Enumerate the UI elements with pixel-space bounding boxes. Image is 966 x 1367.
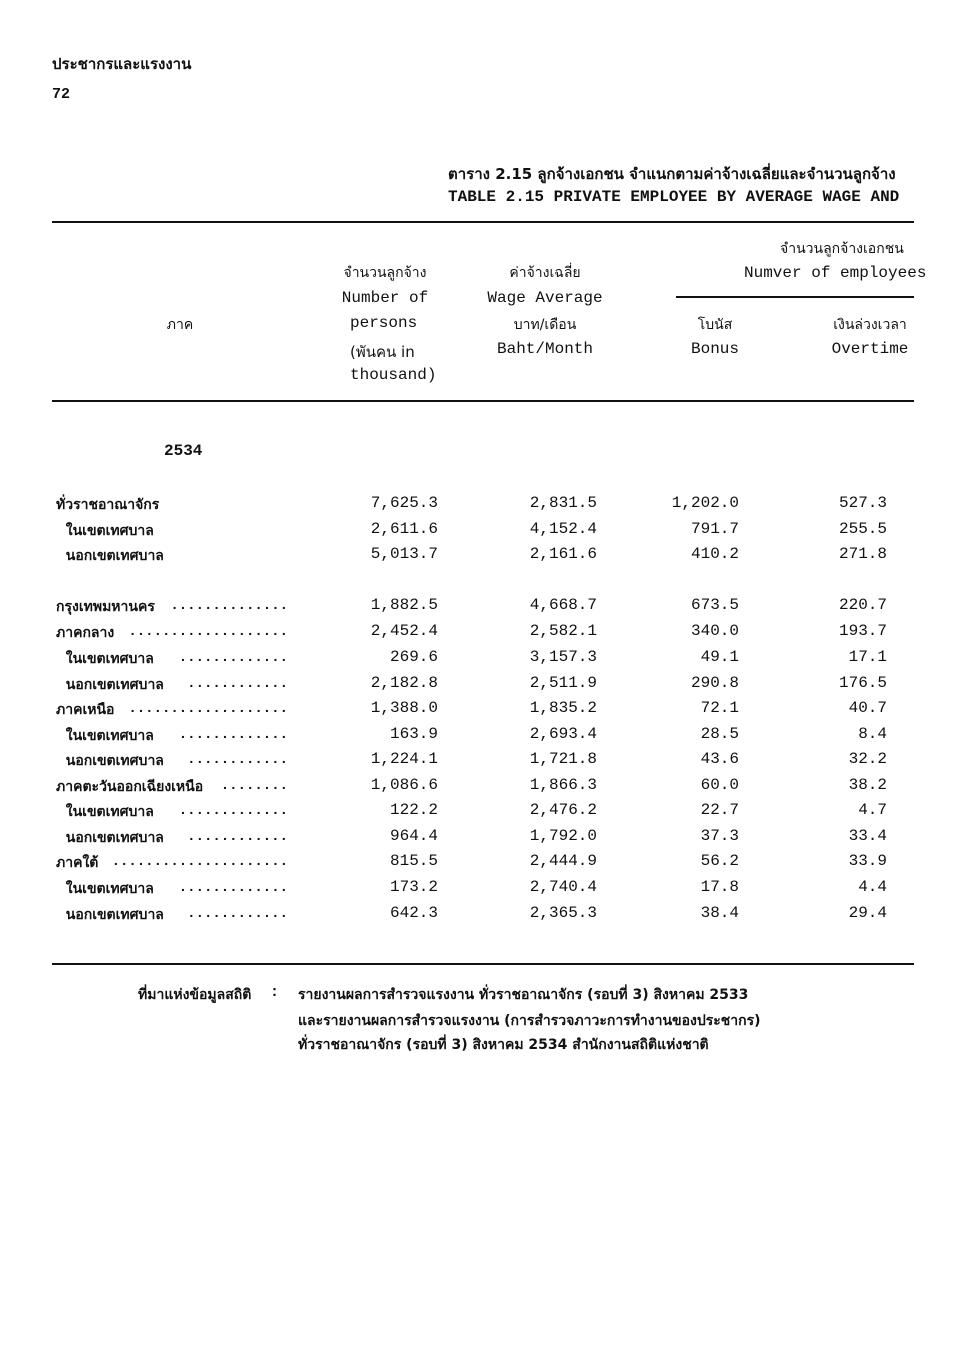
cell-overtime: 29.4 xyxy=(848,904,887,922)
cell-bonus: 49.1 xyxy=(700,648,739,666)
row-leader xyxy=(56,776,288,794)
cell-persons: 815.5 xyxy=(389,852,438,870)
row-label: กรุงเทพมหานคร xyxy=(56,599,155,615)
cell-bonus: 37.3 xyxy=(700,827,739,845)
row-leader xyxy=(56,904,288,922)
cell-overtime: 32.2 xyxy=(848,750,887,768)
cell-overtime: 271.8 xyxy=(838,545,887,563)
row-leader xyxy=(56,801,288,819)
cell-overtime: 527.3 xyxy=(838,494,887,512)
source-colon: : xyxy=(270,984,280,1001)
page-number: 72 xyxy=(52,86,71,103)
cell-overtime: 40.7 xyxy=(848,699,887,717)
cell-wage: 4,152.4 xyxy=(529,520,597,538)
row-leader-dots: ................... xyxy=(128,701,288,717)
row-label: ในเขตเทศบาล xyxy=(56,804,154,820)
cell-wage: 1,721.8 xyxy=(529,750,597,768)
cell-bonus: 28.5 xyxy=(700,725,739,743)
cell-persons: 642.3 xyxy=(389,904,438,922)
column-group-header-thai: จำนวนลูกจ้างเอกชน xyxy=(780,241,904,257)
column-header-overtime-thai: เงินล่วงเวลา xyxy=(833,317,907,333)
column-header-wage-unit-thai: บาท/เดือน xyxy=(513,317,577,333)
cell-overtime: 17.1 xyxy=(848,648,887,666)
row-leader xyxy=(56,674,288,692)
column-group-rule xyxy=(676,296,914,298)
row-leader-dots: ............. xyxy=(178,727,288,743)
row-leader xyxy=(56,596,288,614)
cell-overtime: 220.7 xyxy=(838,596,887,614)
cell-wage: 1,835.2 xyxy=(529,699,597,717)
cell-persons: 269.6 xyxy=(389,648,438,666)
column-header-wage-unit-en: Baht/Month xyxy=(496,340,593,358)
cell-bonus: 22.7 xyxy=(700,801,739,819)
cell-wage: 1,792.0 xyxy=(529,827,597,845)
cell-overtime: 4.4 xyxy=(858,878,887,896)
cell-overtime: 33.9 xyxy=(848,852,887,870)
row-leader xyxy=(56,622,288,640)
cell-overtime: 193.7 xyxy=(838,622,887,640)
cell-persons: 5,013.7 xyxy=(370,545,438,563)
cell-overtime: 4.7 xyxy=(858,801,887,819)
column-header-wage-thai: ค่าจ้างเฉลี่ย xyxy=(509,265,581,281)
row-leader xyxy=(56,648,288,666)
cell-bonus: 17.8 xyxy=(700,878,739,896)
column-header-persons-unit2: thousand) xyxy=(350,366,437,384)
year-label: 2534 xyxy=(164,442,203,460)
cell-wage: 2,365.3 xyxy=(529,904,597,922)
cell-bonus: 1,202.0 xyxy=(671,494,739,512)
cell-persons: 163.9 xyxy=(389,725,438,743)
cell-wage: 2,693.4 xyxy=(529,725,597,743)
row-leader xyxy=(56,699,288,717)
header-rule xyxy=(52,400,914,402)
column-header-persons-en: Number of xyxy=(341,289,429,307)
row-label: นอกเขตเทศบาล xyxy=(56,753,164,769)
row-label: ภาคกลาง xyxy=(56,625,115,641)
row-leader xyxy=(56,827,288,845)
row-leader-dots: .............. xyxy=(170,598,288,614)
cell-wage: 2,476.2 xyxy=(529,801,597,819)
cell-wage: 2,582.1 xyxy=(529,622,597,640)
row-label: นอกเขตเทศบาล xyxy=(56,677,164,693)
row-label: ภาคเหนือ xyxy=(56,702,115,718)
cell-overtime: 176.5 xyxy=(838,674,887,692)
column-header-wage-en: Wage Average xyxy=(487,289,603,307)
cell-overtime: 33.4 xyxy=(848,827,887,845)
row-label: นอกเขตเทศบาล xyxy=(56,907,164,923)
column-group-header-en: Numver of employees xyxy=(744,264,927,282)
bottom-rule xyxy=(52,963,914,965)
row-leader xyxy=(56,852,288,870)
cell-persons: 1,224.1 xyxy=(370,750,438,768)
row-leader-dots: ............ xyxy=(187,752,288,768)
row-label: นอกเขตเทศบาล xyxy=(56,830,164,846)
cell-bonus: 290.8 xyxy=(690,674,739,692)
cell-bonus: 72.1 xyxy=(700,699,739,717)
cell-bonus: 673.5 xyxy=(690,596,739,614)
cell-bonus: 340.0 xyxy=(690,622,739,640)
cell-wage: 4,668.7 xyxy=(529,596,597,614)
source-label: ที่มาแห่งข้อมูลสถิติ xyxy=(138,987,252,1003)
row-label: ภาคตะวันออกเฉียงเหนือ xyxy=(56,779,204,795)
cell-persons: 2,611.6 xyxy=(370,520,438,538)
cell-persons: 2,182.8 xyxy=(370,674,438,692)
cell-bonus: 43.6 xyxy=(700,750,739,768)
cell-persons: 122.2 xyxy=(389,801,438,819)
running-head: ประชากรและแรงงาน xyxy=(52,57,192,74)
source-line-3: ทั่วราชอาณาจักร (รอบที่ 3) สิงหาคม 2534 สำนักงานสถิติแห่งชาติ xyxy=(298,1037,709,1053)
column-header-bonus-thai: โบนัส xyxy=(697,317,733,333)
cell-wage: 1,866.3 xyxy=(529,776,597,794)
row-leader xyxy=(56,725,288,743)
cell-persons: 7,625.3 xyxy=(370,494,438,512)
source-line-1: รายงานผลการสำรวจแรงงาน ทั่วราชอาณาจักร (รอบที่ 3) สิงหาคม 2533 xyxy=(298,987,749,1003)
cell-wage: 3,157.3 xyxy=(529,648,597,666)
cell-wage: 2,161.6 xyxy=(529,545,597,563)
row-leader-dots: ............. xyxy=(178,880,288,896)
cell-bonus: 60.0 xyxy=(700,776,739,794)
row-leader xyxy=(56,878,288,896)
column-header-overtime-en: Overtime xyxy=(831,340,909,358)
row-label: นอกเขตเทศบาล xyxy=(56,548,164,564)
row-leader-dots: ..................... xyxy=(111,854,288,870)
source-line-2: และรายงานผลการสำรวจแรงงาน (การสำรวจภาวะการทำงานของประชากร) xyxy=(298,1013,761,1029)
cell-wage: 2,444.9 xyxy=(529,852,597,870)
row-leader-dots: ............ xyxy=(187,906,288,922)
row-leader-dots: ............ xyxy=(187,829,288,845)
cell-overtime: 38.2 xyxy=(848,776,887,794)
row-leader-dots: ............. xyxy=(178,650,288,666)
cell-persons: 1,882.5 xyxy=(370,596,438,614)
row-leader-dots: ........ xyxy=(220,778,288,794)
row-label: ในเขตเทศบาล xyxy=(56,728,154,744)
column-header-persons-unit: (พันคน in xyxy=(350,343,415,361)
row-label: ในเขตเทศบาล xyxy=(56,651,154,667)
row-leader xyxy=(56,750,288,768)
cell-persons: 964.4 xyxy=(389,827,438,845)
table-title-thai: ตาราง 2.15 ลูกจ้างเอกชน จำแนกตามค่าจ้างเฉลี่ยและจำนวนลูกจ้าง xyxy=(448,165,896,183)
cell-persons: 173.2 xyxy=(389,878,438,896)
cell-bonus: 56.2 xyxy=(700,852,739,870)
cell-persons: 1,388.0 xyxy=(370,699,438,717)
cell-wage: 2,831.5 xyxy=(529,494,597,512)
cell-bonus: 38.4 xyxy=(700,904,739,922)
row-label: ทั่วราชอาณาจักร xyxy=(56,497,160,513)
cell-bonus: 791.7 xyxy=(690,520,739,538)
column-header-bonus-en: Bonus xyxy=(690,340,739,358)
row-leader-dots: ............. xyxy=(178,803,288,819)
row-label: ภาคใต้ xyxy=(56,855,99,871)
cell-overtime: 8.4 xyxy=(858,725,887,743)
column-header-persons-thai: จำนวนลูกจ้าง xyxy=(343,265,427,281)
cell-persons: 1,086.6 xyxy=(370,776,438,794)
row-leader-dots: ............ xyxy=(187,676,288,692)
cell-wage: 2,740.4 xyxy=(529,878,597,896)
column-header-region: ภาค xyxy=(166,317,194,333)
row-leader-dots: ................... xyxy=(128,624,288,640)
cell-bonus: 410.2 xyxy=(690,545,739,563)
row-label: ในเขตเทศบาล xyxy=(56,523,154,539)
row-label: ในเขตเทศบาล xyxy=(56,881,154,897)
cell-overtime: 255.5 xyxy=(838,520,887,538)
top-rule xyxy=(52,221,914,223)
table-title-english: TABLE 2.15 PRIVATE EMPLOYEE BY AVERAGE WAGE AND xyxy=(448,188,900,206)
cell-persons: 2,452.4 xyxy=(370,622,438,640)
column-header-persons-en2: persons xyxy=(350,314,418,332)
cell-wage: 2,511.9 xyxy=(529,674,597,692)
